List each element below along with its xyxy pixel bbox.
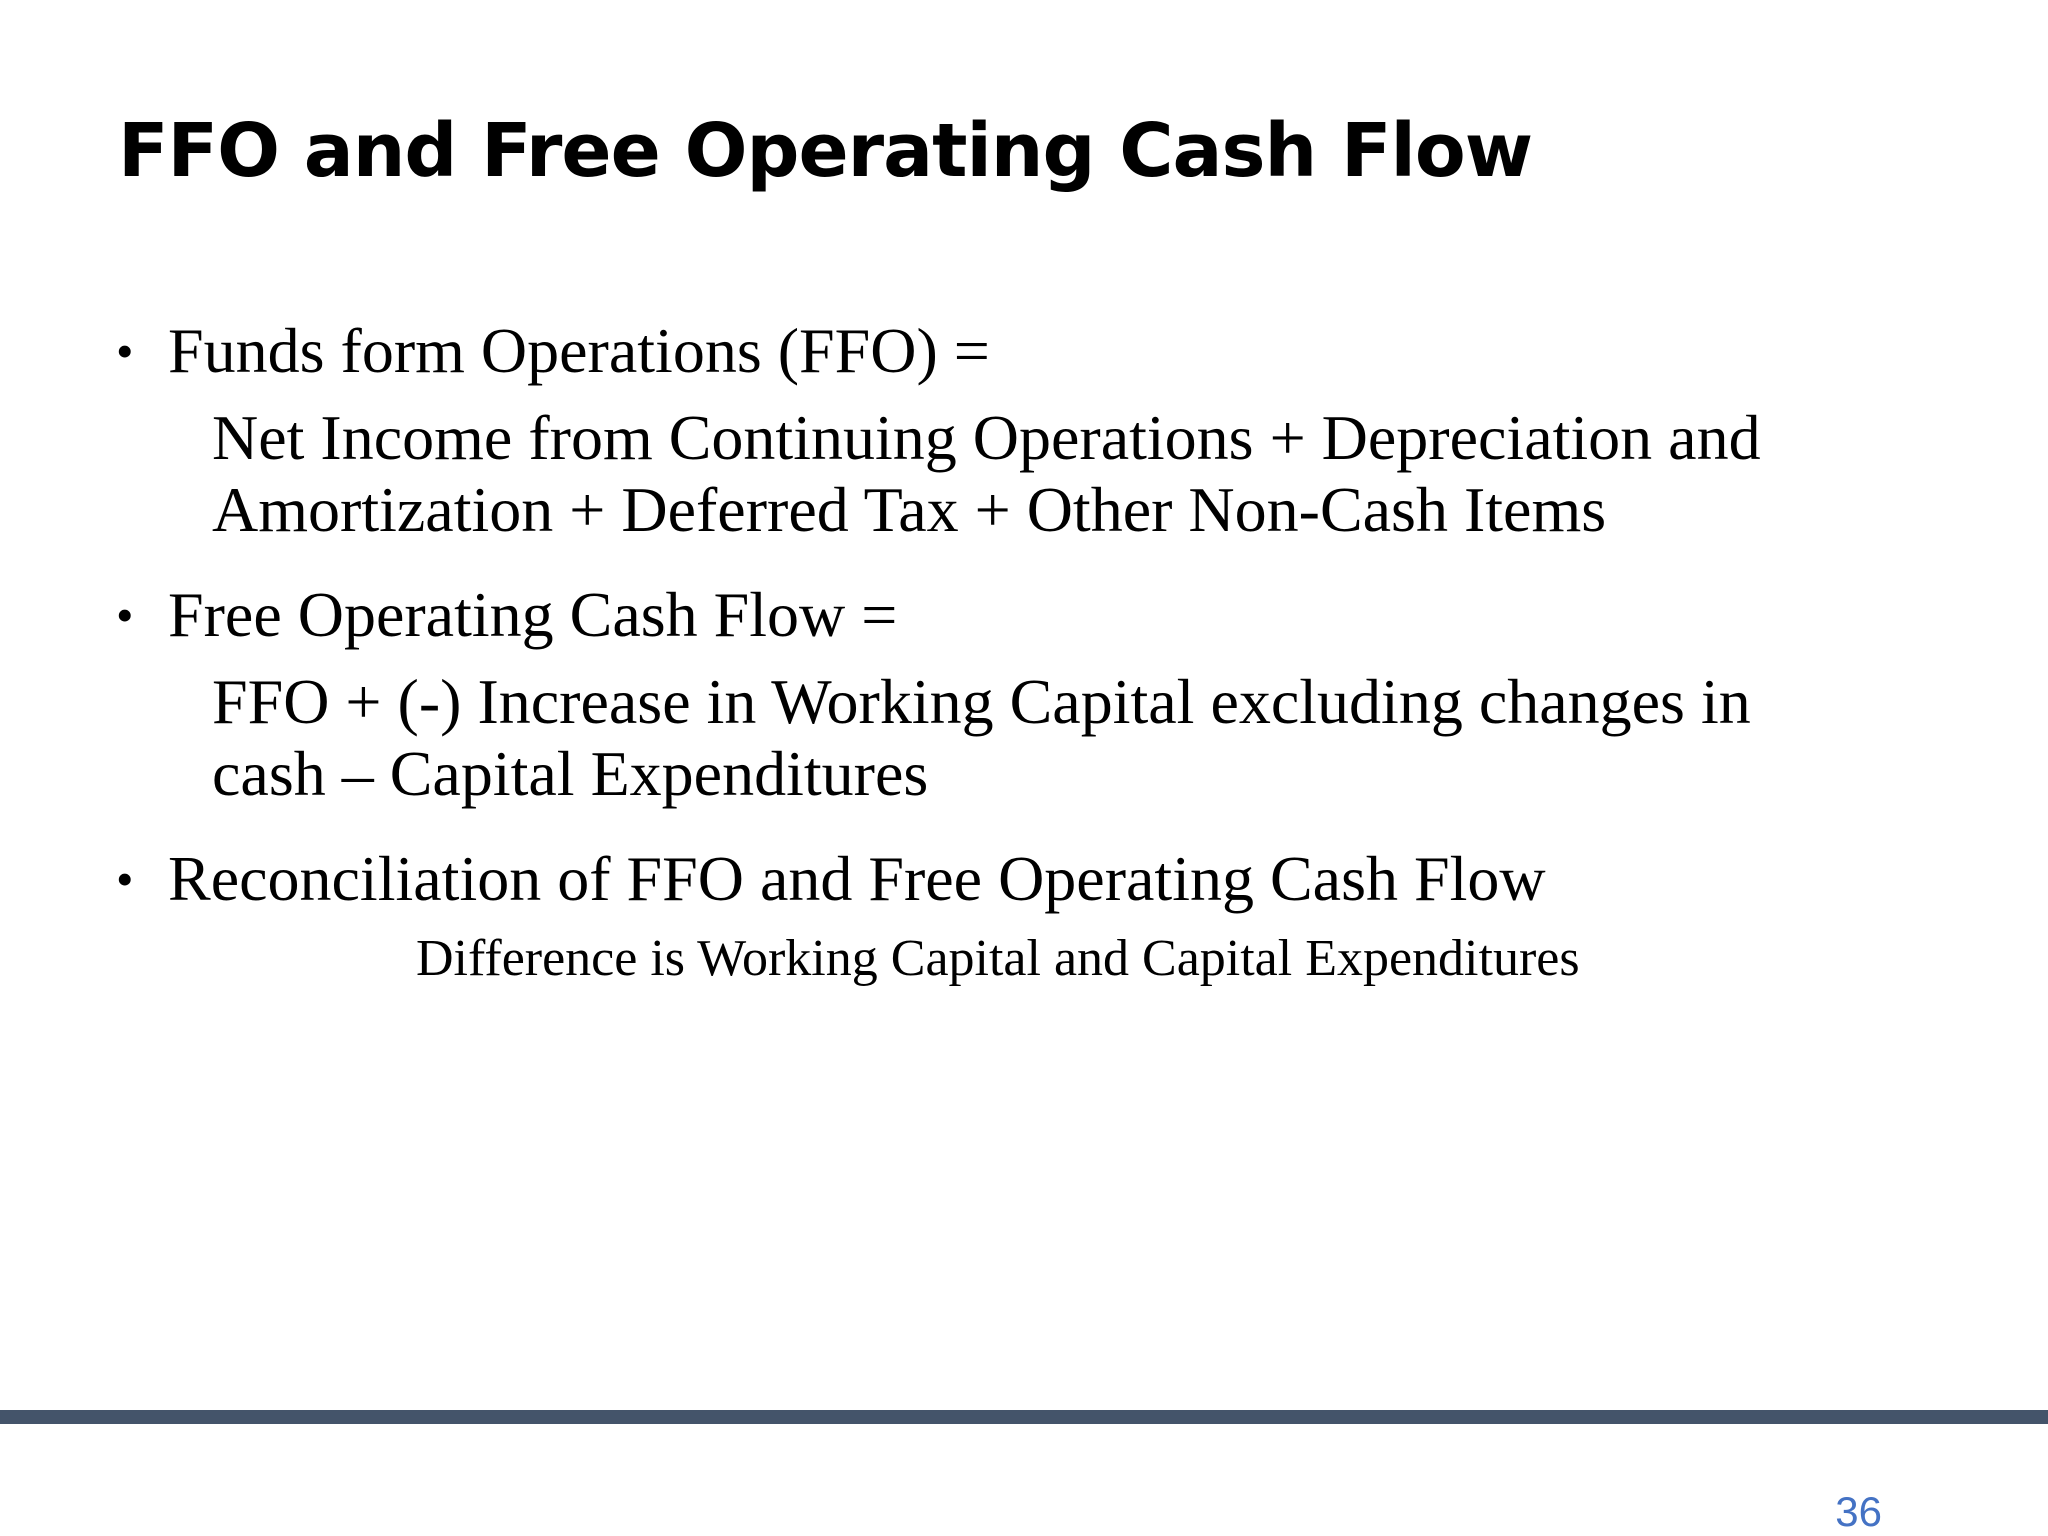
- focf-formula-line: FFO + (-) Increase in Working Capital excluding changes in: [212, 666, 1751, 737]
- bullet-label: Reconciliation of FFO and Free Operating Cash Flow: [168, 843, 1546, 914]
- ffo-formula-line: Net Income from Continuing Operations + Depreciation and: [212, 402, 1761, 473]
- bullet-marker: •: [116, 587, 134, 643]
- bullet-reconciliation: [116, 842, 1546, 916]
- slide-title: FFO and Free Operating Cash Flow: [118, 108, 1533, 194]
- bullet-ffo: [116, 314, 990, 388]
- footer-divider: [0, 1410, 2048, 1424]
- bullet-label: Funds form Operations (FFO) =: [168, 315, 990, 386]
- ffo-formula: [212, 402, 1761, 546]
- bullet-free-operating-cash-flow: [116, 578, 897, 652]
- page-number: 36: [1835, 1488, 1882, 1535]
- bullet-marker: •: [116, 323, 134, 379]
- bullet-label: Free Operating Cash Flow =: [168, 579, 898, 650]
- bullet-marker: •: [116, 851, 134, 907]
- focf-formula: [212, 666, 1751, 810]
- reconciliation-note: Difference is Working Capital and Capital Expenditures: [416, 930, 1580, 987]
- ffo-formula-line: Amortization + Deferred Tax + Other Non-Cash Items: [212, 474, 1607, 545]
- focf-formula-line: cash – Capital Expenditures: [212, 738, 929, 809]
